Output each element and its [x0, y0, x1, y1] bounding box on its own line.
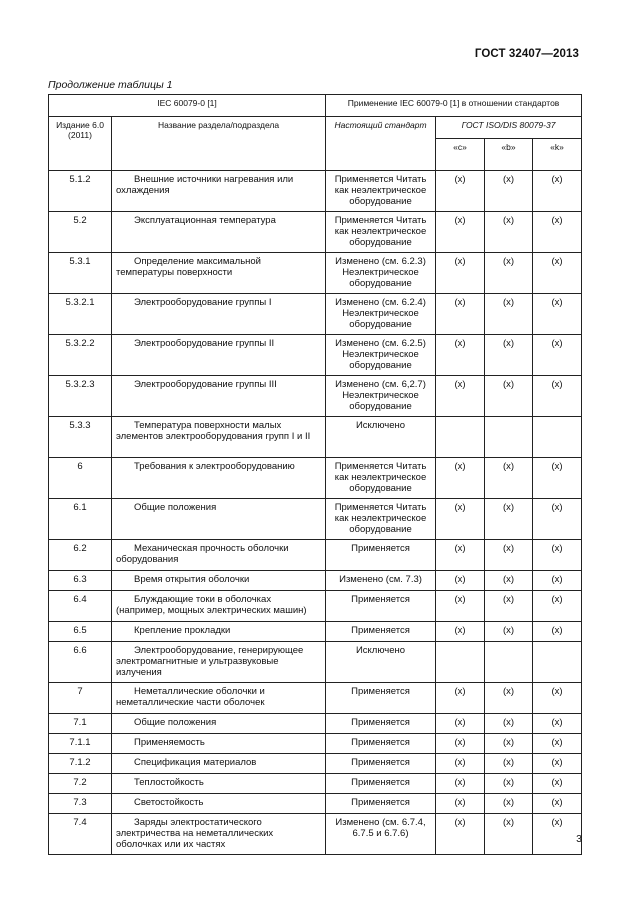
table-row — [49, 294, 582, 335]
cell-b: (x) — [485, 294, 533, 335]
table-row — [49, 499, 582, 540]
table-row — [49, 814, 582, 855]
cell-section-name: Эксплуатационная температура — [112, 212, 326, 253]
cell-section-name: Заряды электростатического электричества на неметаллических оболочках или их частях — [112, 814, 326, 855]
cell-b: (x) — [485, 814, 533, 855]
cell-k: (x) — [533, 499, 582, 540]
cell-edition: 5.2 — [49, 212, 112, 253]
cell-edition: 7.4 — [49, 814, 112, 855]
cell-current-standard: Исключено — [326, 417, 436, 458]
cell-c: (x) — [436, 622, 485, 642]
cell-b: (x) — [485, 335, 533, 376]
cell-b: (x) — [485, 540, 533, 571]
cell-c: (x) — [436, 794, 485, 814]
cell-current-standard: Применяется — [326, 754, 436, 774]
cell-current-standard: Применяется — [326, 714, 436, 734]
cell-current-standard: Изменено (см. 6.2.5) Неэлектрическое оборудование — [326, 335, 436, 376]
cell-b: (x) — [485, 253, 533, 294]
cell-section-name: Требования к электрооборудованию — [112, 458, 326, 499]
cell-section-name: Неметаллические оболочки и неметаллические части оболочек — [112, 683, 326, 714]
cell-c: (x) — [436, 774, 485, 794]
cell-current-standard: Применяется Читать как неэлектрическое оборудование — [326, 171, 436, 212]
cell-k: (x) — [533, 714, 582, 734]
document-code: ГОСТ 32407—2013 — [474, 48, 579, 60]
table-row — [49, 171, 582, 212]
cell-edition: 6.1 — [49, 499, 112, 540]
cell-k: (x) — [533, 591, 582, 622]
cell-k: (x) — [533, 171, 582, 212]
cell-b: (x) — [485, 683, 533, 714]
cell-c: (x) — [436, 294, 485, 335]
cell-current-standard: Применяется — [326, 622, 436, 642]
cell-current-standard: Изменено (см. 6.7.4, 6.7.5 и 6.7.6) — [326, 814, 436, 855]
cell-edition: 7.3 — [49, 794, 112, 814]
cell-edition: 6.3 — [49, 571, 112, 591]
cell-b: (x) — [485, 754, 533, 774]
cell-section-name: Механическая прочность оболочки оборудования — [112, 540, 326, 571]
cell-section-name: Крепление прокладки — [112, 622, 326, 642]
cell-section-name: Спецификация материалов — [112, 754, 326, 774]
header-iec: IEC 60079-0 [1] — [49, 95, 326, 117]
cell-k: (x) — [533, 754, 582, 774]
cell-section-name: Общие положения — [112, 714, 326, 734]
cell-current-standard: Изменено (см. 6,2.7) Неэлектрическое оборудование — [326, 376, 436, 417]
cell-section-name: Светостойкость — [112, 794, 326, 814]
cell-current-standard: Применяется — [326, 591, 436, 622]
cell-edition: 6.6 — [49, 642, 112, 683]
cell-section-name: Температура поверхности малых элементов электрооборудования групп I и II — [112, 417, 326, 458]
standards-table — [48, 94, 582, 855]
cell-section-name: Общие положения — [112, 499, 326, 540]
cell-c: (x) — [436, 212, 485, 253]
cell-c: (x) — [436, 683, 485, 714]
table-row — [49, 253, 582, 294]
cell-k — [533, 417, 582, 458]
cell-edition: 5.3.3 — [49, 417, 112, 458]
cell-edition: 5.3.2.2 — [49, 335, 112, 376]
cell-k: (x) — [533, 571, 582, 591]
cell-current-standard: Изменено (см. 6.2.4) Неэлектрическое оборудование — [326, 294, 436, 335]
cell-edition: 7.1.2 — [49, 754, 112, 774]
cell-edition: 6.2 — [49, 540, 112, 571]
cell-section-name: Определение максимальной температуры поверхности — [112, 253, 326, 294]
cell-b: (x) — [485, 458, 533, 499]
cell-edition: 6.4 — [49, 591, 112, 622]
table-row — [49, 335, 582, 376]
header-gost-iso: ГОСТ ISO/DIS 80079-37 — [436, 117, 582, 139]
cell-c: (x) — [436, 571, 485, 591]
cell-c: (x) — [436, 171, 485, 212]
cell-c: (x) — [436, 253, 485, 294]
cell-c: (x) — [436, 591, 485, 622]
table-row — [49, 714, 582, 734]
cell-section-name: Теплостойкость — [112, 774, 326, 794]
table-row — [49, 376, 582, 417]
table-row — [49, 417, 582, 458]
cell-b: (x) — [485, 499, 533, 540]
cell-edition: 6 — [49, 458, 112, 499]
cell-current-standard: Изменено (см. 7.3) — [326, 571, 436, 591]
table-body — [49, 171, 582, 855]
cell-b: (x) — [485, 376, 533, 417]
header-current-standard: Настоящий стандарт — [326, 117, 436, 171]
cell-current-standard: Применяется — [326, 683, 436, 714]
cell-section-name: Внешние источники нагревания или охлаждения — [112, 171, 326, 212]
cell-c: (x) — [436, 335, 485, 376]
cell-k: (x) — [533, 683, 582, 714]
cell-c: (x) — [436, 499, 485, 540]
cell-k: (x) — [533, 540, 582, 571]
cell-edition: 5.3.2.1 — [49, 294, 112, 335]
cell-c: (x) — [436, 458, 485, 499]
cell-section-name: Электрооборудование, генерирующее электромагнитные и ультразвуковые излучения — [112, 642, 326, 683]
header-edition: Издание 6.0 (2011) — [49, 117, 112, 171]
cell-section-name: Электрооборудование группы I — [112, 294, 326, 335]
cell-b: (x) — [485, 571, 533, 591]
table-row — [49, 212, 582, 253]
cell-current-standard: Применяется Читать как неэлектрическое оборудование — [326, 499, 436, 540]
table-row — [49, 774, 582, 794]
table-row — [49, 794, 582, 814]
table-row — [49, 754, 582, 774]
table-row — [49, 683, 582, 714]
cell-edition: 5.3.1 — [49, 253, 112, 294]
header-application: Применение IEC 60079-0 [1] в отношении стандартов — [326, 95, 582, 117]
cell-current-standard: Применяется — [326, 794, 436, 814]
cell-b: (x) — [485, 794, 533, 814]
cell-k: (x) — [533, 335, 582, 376]
header-sub-b: «b» — [485, 139, 533, 171]
cell-b — [485, 642, 533, 683]
table-row — [49, 571, 582, 591]
cell-edition: 7.1 — [49, 714, 112, 734]
cell-k: (x) — [533, 376, 582, 417]
header-sub-c: «c» — [436, 139, 485, 171]
table-row — [49, 540, 582, 571]
table-row — [49, 642, 582, 683]
cell-c: (x) — [436, 734, 485, 754]
cell-current-standard: Применяется — [326, 774, 436, 794]
cell-b: (x) — [485, 622, 533, 642]
cell-edition: 7.2 — [49, 774, 112, 794]
cell-b: (x) — [485, 591, 533, 622]
page-number: 3 — [576, 833, 582, 845]
cell-current-standard: Применяется Читать как неэлектрическое оборудование — [326, 458, 436, 499]
cell-section-name: Время открытия оболочки — [112, 571, 326, 591]
cell-c — [436, 417, 485, 458]
cell-current-standard: Применяется — [326, 734, 436, 754]
cell-current-standard: Исключено — [326, 642, 436, 683]
cell-section-name: Блуждающие токи в оболочках (например, мощных электрических машин) — [112, 591, 326, 622]
cell-c: (x) — [436, 376, 485, 417]
cell-c — [436, 642, 485, 683]
cell-c: (x) — [436, 814, 485, 855]
cell-current-standard: Изменено (см. 6.2.3) Неэлектрическое оборудование — [326, 253, 436, 294]
table-row — [49, 591, 582, 622]
cell-current-standard: Применяется — [326, 540, 436, 571]
cell-k: (x) — [533, 734, 582, 754]
cell-k: (x) — [533, 212, 582, 253]
cell-k: (x) — [533, 458, 582, 499]
cell-edition: 5.1.2 — [49, 171, 112, 212]
header-sub-k: «k» — [533, 139, 582, 171]
cell-edition: 6.5 — [49, 622, 112, 642]
cell-k — [533, 642, 582, 683]
cell-k: (x) — [533, 253, 582, 294]
cell-current-standard: Применяется Читать как неэлектрическое оборудование — [326, 212, 436, 253]
cell-k: (x) — [533, 794, 582, 814]
cell-edition: 5.3.2.3 — [49, 376, 112, 417]
cell-k: (x) — [533, 774, 582, 794]
cell-c: (x) — [436, 754, 485, 774]
cell-section-name: Электрооборудование группы III — [112, 376, 326, 417]
cell-edition: 7 — [49, 683, 112, 714]
cell-b: (x) — [485, 714, 533, 734]
table-row — [49, 734, 582, 754]
cell-edition: 7.1.1 — [49, 734, 112, 754]
header-section-name: Название раздела/подраздела — [112, 117, 326, 171]
cell-b: (x) — [485, 171, 533, 212]
cell-b: (x) — [485, 734, 533, 754]
table-row — [49, 458, 582, 499]
cell-b: (x) — [485, 212, 533, 253]
cell-k: (x) — [533, 814, 582, 855]
cell-b: (x) — [485, 774, 533, 794]
table-row — [49, 622, 582, 642]
cell-c: (x) — [436, 714, 485, 734]
cell-section-name: Применяемость — [112, 734, 326, 754]
cell-c: (x) — [436, 540, 485, 571]
cell-b — [485, 417, 533, 458]
table-caption: Продолжение таблицы 1 — [48, 79, 173, 91]
cell-k: (x) — [533, 622, 582, 642]
cell-section-name: Электрооборудование группы II — [112, 335, 326, 376]
cell-k: (x) — [533, 294, 582, 335]
